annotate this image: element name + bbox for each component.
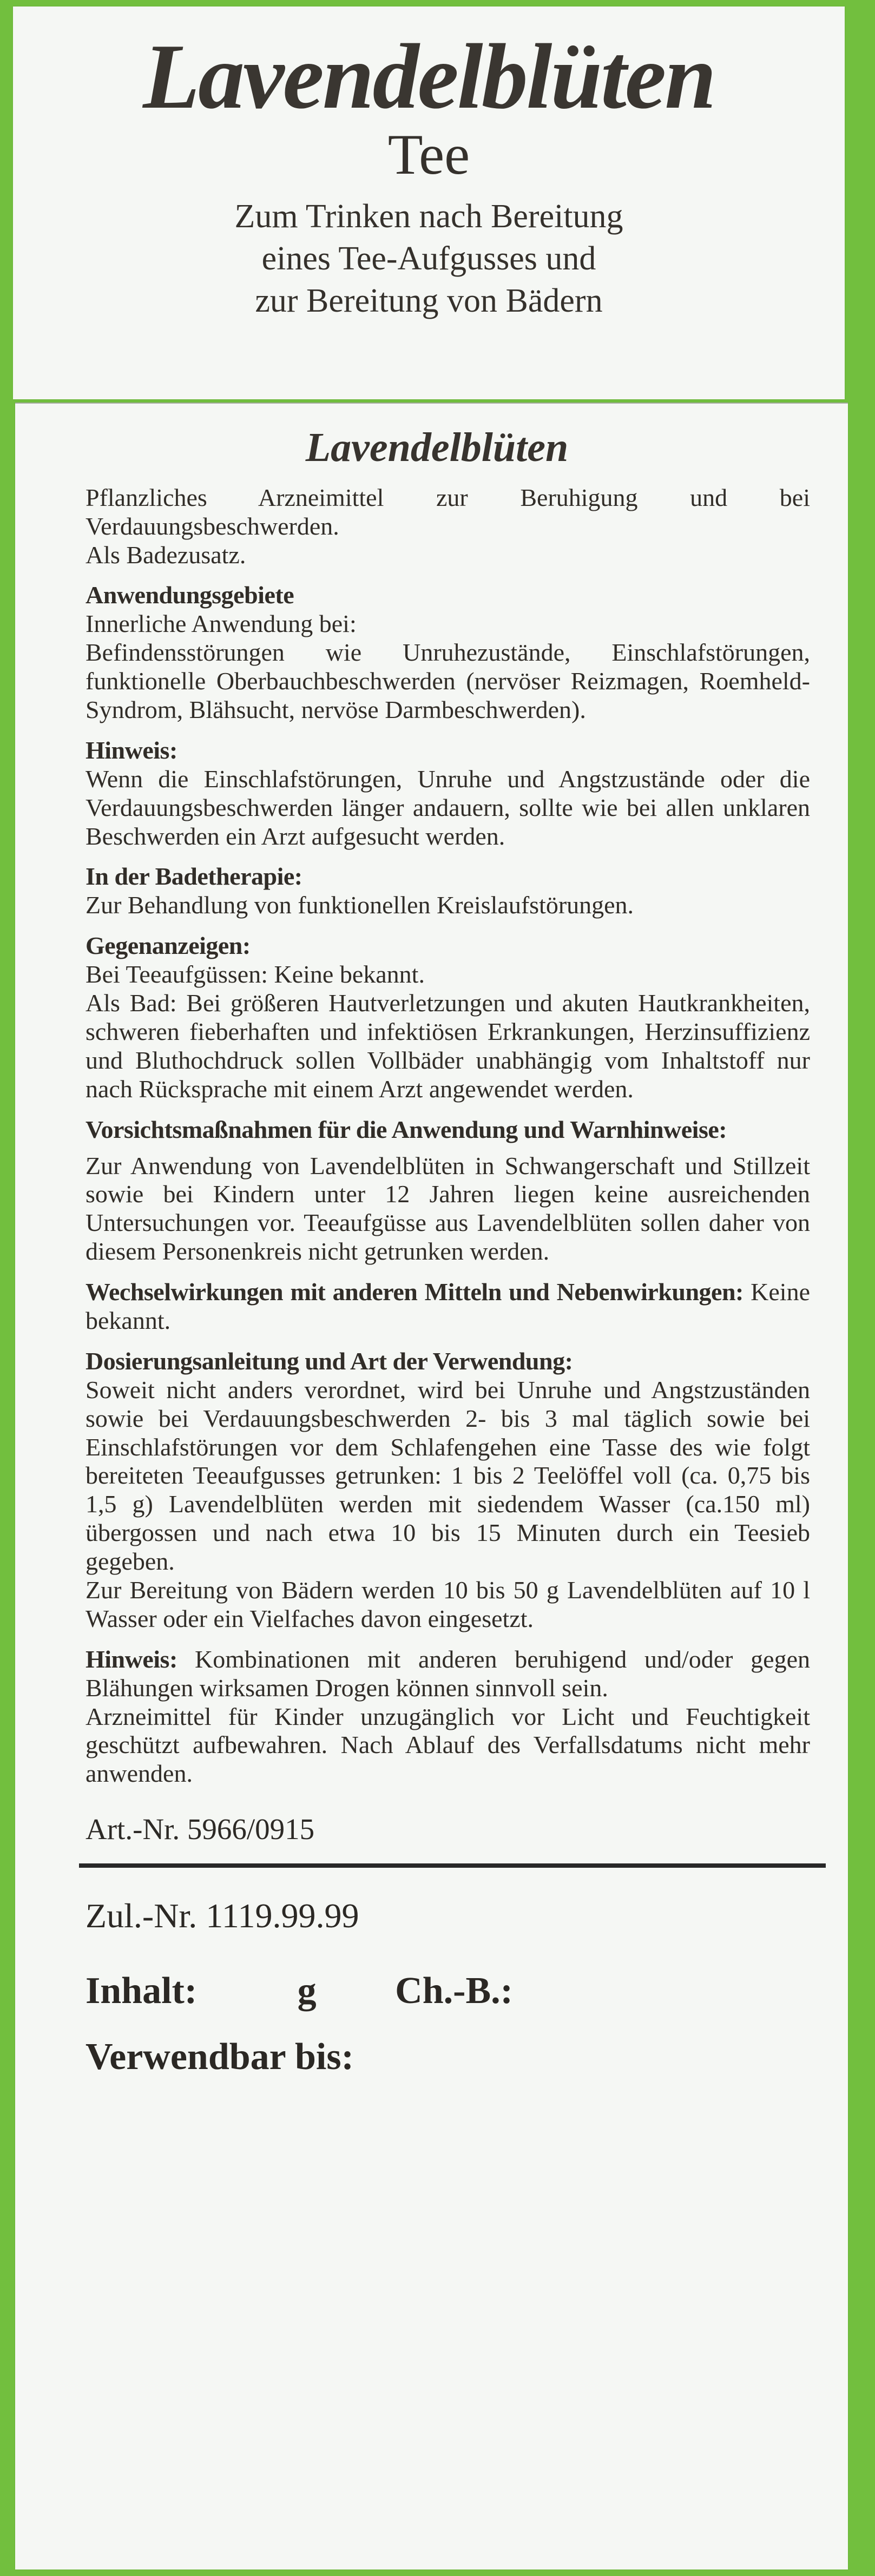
section-heading: Vorsichtsmaßnahmen für die Anwendung und Warnhinweise:	[85, 1115, 727, 1143]
paragraph-lead: Wechselwirkungen mit anderen Mitteln und Nebenwirkungen:	[85, 1278, 751, 1306]
product-title: Lavendelblüten	[143, 25, 715, 128]
paragraph: Zur Behandlung von funktionellen Kreislaufstörungen.	[85, 891, 634, 919]
section-heading: Gegenanzeigen:	[85, 932, 251, 960]
approval-number: Zul.-Nr. 1119.99.99	[85, 1896, 359, 1935]
information-blocks	[85, 484, 810, 1788]
divider-rule	[79, 1863, 826, 1868]
paragraph: Bei Teeaufgüssen: Keine bekannt.	[85, 960, 425, 989]
paragraph: Pflanzliches Arzneimittel zur Beruhigung und bei Verdauungsbeschwerden.	[85, 483, 810, 540]
batch-label: Ch.-B.:	[395, 1970, 513, 2012]
label-front-panel	[13, 6, 845, 399]
paragraph: Befindensstörungen wie Unruhezustände, Einschlafstörungen, funktionelle Oberbauchbeschwerden (nervöser Reizmagen, Roemheld-Syndrom, Blähsucht, nervöse Darmbeschwerden).	[85, 638, 810, 724]
paragraph: Innerliche Anwendung bei:	[85, 610, 357, 638]
usage-line: zur Bereitung von Bädern	[255, 282, 603, 319]
usage-line: Zum Trinken nach Bereitung	[234, 197, 623, 235]
paragraph: Arzneimittel für Kinder unzugänglich vor Licht und Feuchtigkeit geschützt aufbewahren. Nach Ablauf des Verfallsdatums nicht mehr anwenden.	[85, 1702, 810, 1788]
section-heading: Anwendungsgebiete	[85, 581, 294, 609]
product-subtitle-tee: Tee	[387, 123, 470, 186]
section-heading: Dosierungsanleitung und Art der Verwendung:	[85, 1347, 573, 1375]
paragraph: Soweit nicht anders verordnet, wird bei Unruhe und Angstzuständen sowie bei Verdauungsbeschwerden 2- bis 3 mal täglich sowie bei Einschlafstörungen vor dem Schlafengehen eine Tasse des wie folgt bereiteten Teeaufgusses getrunken: 1 bis 2 Teelöffel voll (ca. 0,75 bis 1,5 g) Lavendelblüten werden mit siedendem Wasser (ca.150 ml) übergossen und nach etwa 10 bis 15 Minuten durch ein Teesieb gegeben.	[85, 1375, 810, 1576]
section-title: Lavendelblüten	[305, 425, 569, 470]
paragraph: Zur Bereitung von Bädern werden 10 bis 50 g Lavendelblüten auf 10 l Wasser oder ein Vielfaches davon eingesetzt.	[85, 1576, 810, 1632]
paragraph: Wechselwirkungen mit anderen Mitteln und Nebenwirkungen: Keine bekannt.	[85, 1278, 810, 1334]
paragraph: Wenn die Einschlafstörungen, Unruhe und Angstzustände oder die Verdauungsbeschwerden länger andauern, sollte wie bei allen unklaren Beschwerden ein Arzt aufgesucht werden.	[85, 765, 810, 850]
paragraph-lead: Hinweis:	[85, 1645, 195, 1673]
paragraph: Zur Anwendung von Lavendelblüten in Schwangerschaft und Stillzeit sowie bei Kindern unter 12 Jahren liegen keine ausreichenden Untersuchungen vor. Teeaufgüsse aus Lavendelblüten sollen daher von diesem Personenkreis nicht getrunken werden.	[85, 1151, 810, 1266]
paragraph: Als Bad: Bei größeren Hautverletzungen und akuten Hautkrankheiten, schweren fieberhaften und infektiösen Erkrankungen, Herzinsuffizienz und Bluthochdruck sollen Vollbäder unabhängig vom Inhaltstoff nur nach Rücksprache mit einem Arzt angewendet werden.	[85, 989, 810, 1103]
content-batch-row	[85, 1969, 810, 2013]
info-text-column	[15, 404, 848, 2079]
usage-line: eines Tee-Aufgusses und	[261, 240, 596, 277]
paragraph: Hinweis: Kombinationen mit anderen beruhigend und/oder gegen Blähungen wirksamen Drogen können sinnvoll sein.	[85, 1645, 811, 1702]
usage-statement	[13, 195, 845, 322]
use-by-label: Verwendbar bis:	[85, 2036, 354, 2078]
paragraph: Als Badezusatz.	[85, 541, 246, 569]
section-heading: Hinweis:	[85, 736, 177, 764]
content-label: Inhalt:	[85, 1970, 198, 2012]
article-number: Art.-Nr. 5966/0915	[85, 1813, 315, 1846]
section-heading: In der Badetherapie:	[85, 862, 302, 891]
label-info-panel	[15, 403, 848, 2570]
gram-unit-label: g	[297, 1970, 317, 2012]
